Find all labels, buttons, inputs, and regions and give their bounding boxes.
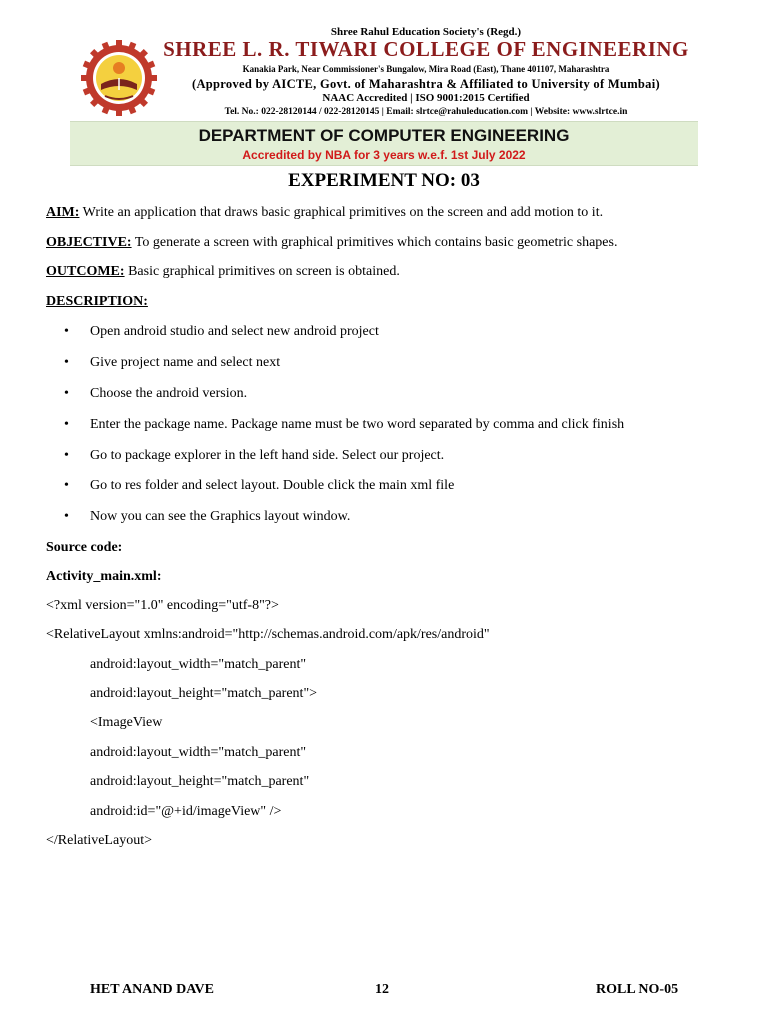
code-line: android:layout_width="match_parent" xyxy=(90,745,307,760)
college-logo xyxy=(79,38,159,118)
code-line: <RelativeLayout xmlns:android="http://schemas.android.com/apk/res/android" xyxy=(46,627,490,642)
aim-text: Write an application that draws basic graphical primitives on the screen and add motion to it. xyxy=(79,205,604,220)
society-name: Shree Rahul Education Society's (Regd.) xyxy=(330,26,522,38)
outcome-label: OUTCOME: xyxy=(46,264,125,279)
objective-text: To generate a screen with graphical primitives which contains basic geometric shapes. xyxy=(131,235,618,250)
bullet-icon: • xyxy=(64,448,69,463)
list-item-text: Now you can see the Graphics layout window. xyxy=(90,509,351,524)
objective-line xyxy=(46,235,617,251)
code-line: android:layout_width="match_parent" xyxy=(90,657,307,672)
file-label: Activity_main.xml: xyxy=(46,569,162,584)
list-item-text: Give project name and select next xyxy=(90,355,281,370)
list-item-text: Go to res folder and select layout. Double click the main xml file xyxy=(90,478,455,493)
list-item-text: Choose the android version. xyxy=(90,386,248,401)
list-item xyxy=(64,355,280,371)
footer-roll-number: ROLL NO-05 xyxy=(596,982,679,997)
source-code-label: Source code: xyxy=(46,540,123,555)
list-item xyxy=(64,386,247,402)
list-item-text: Open android studio and select new android project xyxy=(90,324,379,339)
bullet-icon: • xyxy=(64,324,69,339)
objective-label: OBJECTIVE: xyxy=(46,235,132,250)
code-line: android:layout_height="match_parent"> xyxy=(90,686,318,701)
code-line: </RelativeLayout> xyxy=(46,833,152,848)
list-item xyxy=(64,324,379,340)
experiment-title: EXPERIMENT NO: 03 xyxy=(288,170,480,191)
footer-page-number: 12 xyxy=(375,982,389,997)
list-item xyxy=(64,448,444,464)
code-line: <ImageView xyxy=(90,715,163,730)
list-item xyxy=(64,509,350,525)
bullet-icon: • xyxy=(64,417,69,432)
code-line: android:layout_height="match_parent" xyxy=(90,774,310,789)
list-item-text: Go to package explorer in the left hand side. Select our project. xyxy=(90,448,445,463)
list-item xyxy=(64,478,454,494)
accreditation-line: NAAC Accredited | ISO 9001:2015 Certified xyxy=(322,92,530,104)
outcome-line xyxy=(46,264,400,280)
code-line: android:id="@+id/imageView" /> xyxy=(90,804,282,819)
list-item xyxy=(64,417,624,433)
description-label: DESCRIPTION: xyxy=(46,294,148,309)
list-item-text: Enter the package name. Package name must be two word separated by comma and click finish xyxy=(90,417,625,432)
aim-label: AIM: xyxy=(46,205,80,220)
description-line xyxy=(46,294,148,310)
department-banner xyxy=(70,121,698,166)
bullet-icon: • xyxy=(64,386,69,401)
bullet-icon: • xyxy=(64,509,69,524)
department-title: DEPARTMENT OF COMPUTER ENGINEERING xyxy=(198,126,570,145)
aim-line xyxy=(46,205,603,221)
bullet-icon: • xyxy=(64,355,69,370)
footer-student-name: HET ANAND DAVE xyxy=(90,982,214,997)
bullet-icon: • xyxy=(64,478,69,493)
nba-accreditation: Accredited by NBA for 3 years w.e.f. 1st July 2022 xyxy=(242,148,526,162)
college-name: SHREE L. R. TIWARI COLLEGE OF ENGINEERING xyxy=(163,37,689,61)
contact-line: Tel. No.: 022-28120144 / 022-28120145 | Email: slrtce@rahuleducation.com | Website: www.slrtce.in xyxy=(224,107,628,117)
college-address: Kanakia Park, Near Commissioner's Bungalow, Mira Road (East), Thane 401107, Maharashtra xyxy=(242,64,610,74)
outcome-text: Basic graphical primitives on screen is obtained. xyxy=(124,264,400,279)
approval-line: (Approved by AICTE, Govt. of Maharashtra & Affiliated to University of Mumbai) xyxy=(192,77,660,91)
code-line: <?xml version="1.0" encoding="utf-8"?> xyxy=(46,598,279,613)
